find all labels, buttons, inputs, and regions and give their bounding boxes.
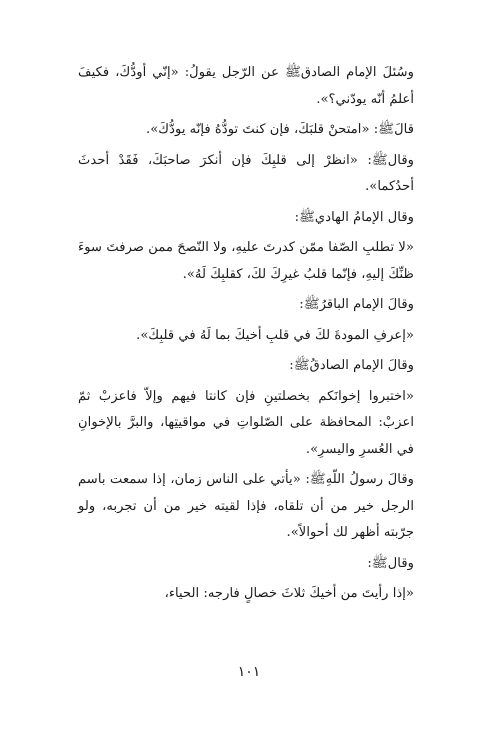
paragraph-7: «إعرفِ المودةَ لكَ في قلبِ أخيكَ بما لَهُ في قلبِكَ». [136, 327, 414, 343]
page-number: ١٠١ [237, 664, 261, 680]
paragraph-2: قالَﷺ: «امتحنْ قلبَكَ، فإن كنتَ تودُّهُ فإنّه يودُّكَ». [146, 122, 414, 137]
page-body-text [78, 60, 414, 612]
paragraph-8: وقالَ الإمام الصادقُﷺ: [289, 358, 414, 373]
paragraph-9: «اختبروا إخوانَكم بخصلتينِ فإن كانتا فيهم وإلاّ فاعزبْ ثمّ اعزبْ: المحافظة على الصّلواتِ في مواقيتِها، والبرَّ بالإخوانِ في العُسرِ واليسرِ». [78, 388, 414, 457]
paragraph-12: «إذا رأيتَ من أخيكَ ثلاثَ خصالٍ فارجه: الحياء، [164, 586, 414, 601]
paragraph-5: «لا تطلبِ الصّفا ممّن كدرتَ عليهِ، ولا النّصحَ ممن صرفتَ سوءَ ظنِّكَ إليهِ، فإنّما قلبُ غيرِكَ لكَ، كقلبِكَ لَهُ». [78, 240, 414, 282]
paragraph-10: وقالَ رسولُ اللّهِﷺ: «يأتي على الناس زمان، إذا سمعت باسم الرجل خير من أن تلقاه، فإذا لقيته خير من أن تجربه، ولو جرّبته أظهر لك أحوالاً». [78, 472, 414, 540]
paragraph-11: وقالﷺ: [367, 555, 414, 571]
paragraph-4: وقال الإمامُ الهاديﷺ: [294, 209, 414, 225]
paragraph-3: وقالﷺ: «انظرْ إلى قلبِكَ فإن أنكرَ صاحبَكَ، فَقَدْ أحدثَ أحدُكما». [78, 152, 414, 194]
paragraph-1: وسُئلَ الإمام الصادقﷺ عن الرّجل يقولُ: «إنّي أودُّكَ، فكيفَ أعلمُ أنّه يودّني؟». [78, 65, 414, 107]
paragraph-6: وقالَ الإمام الباقرُﷺ: [299, 297, 414, 312]
